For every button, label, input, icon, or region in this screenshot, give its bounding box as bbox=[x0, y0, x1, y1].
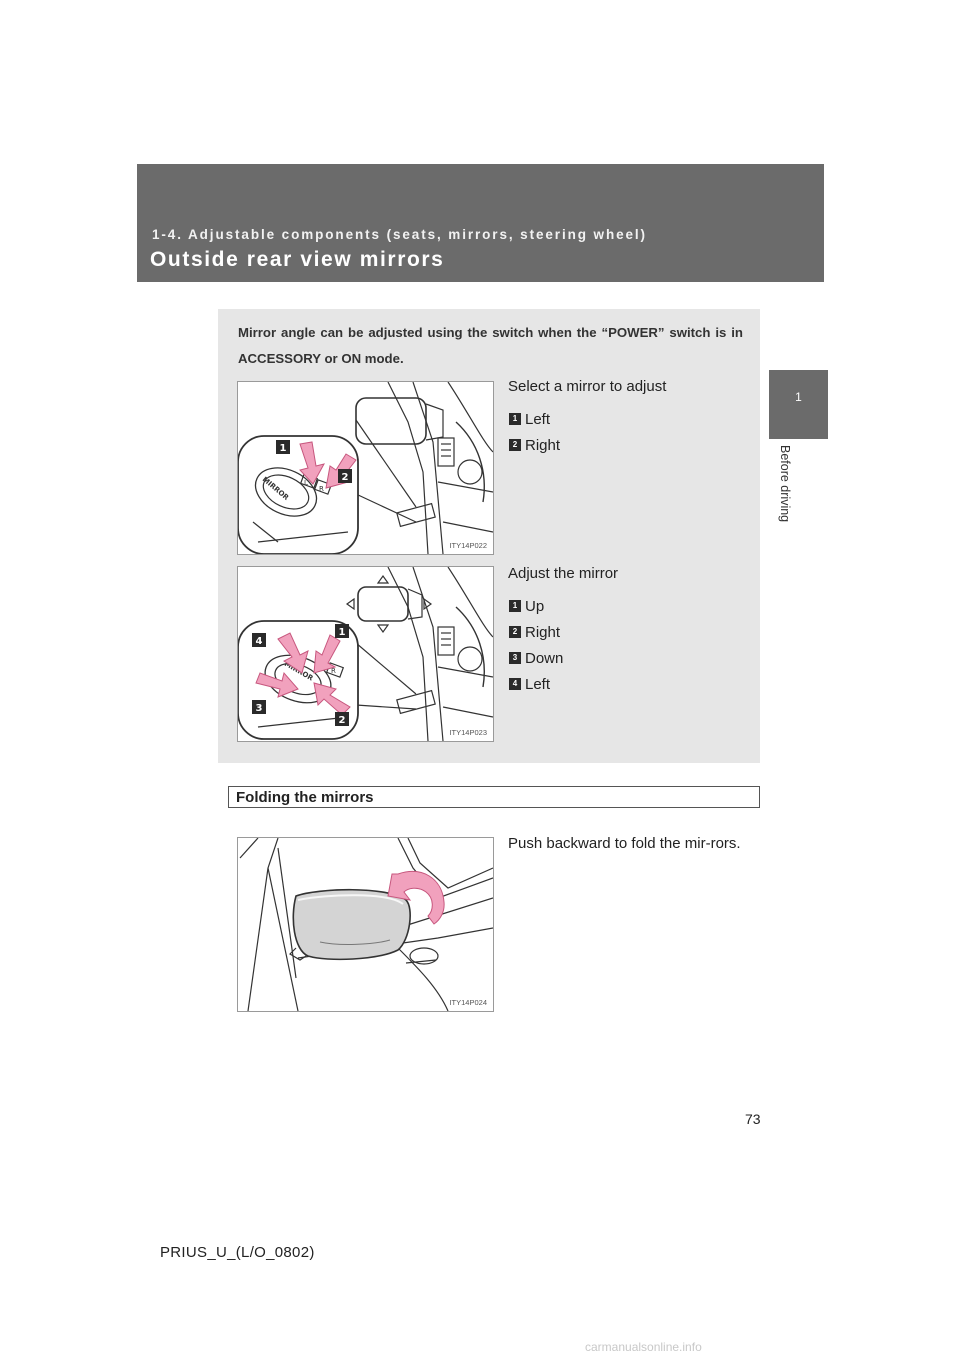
figure-code: ITY14P023 bbox=[449, 728, 487, 737]
option-badge: 4 bbox=[509, 678, 521, 690]
folding-heading bbox=[228, 786, 760, 808]
figure-badge-2: 2 bbox=[338, 715, 346, 726]
figure-code: ITY14P022 bbox=[449, 541, 487, 550]
option-badge: 2 bbox=[509, 626, 521, 638]
figure-badge-3: 3 bbox=[255, 703, 263, 714]
option-badge: 3 bbox=[509, 652, 521, 664]
option-label: Right bbox=[525, 623, 561, 641]
folding-heading-text: Folding the mirrors bbox=[236, 789, 374, 806]
switch-label-mirror: MIRROR bbox=[260, 475, 291, 502]
option-label: Left bbox=[525, 675, 551, 693]
option-label: Down bbox=[525, 649, 564, 667]
figure-fold-mirror bbox=[237, 837, 494, 1012]
figure-code: ITY14P024 bbox=[449, 998, 487, 1007]
intro-text: Mirror angle can be adjusted using the switch when the “POWER” switch is in ACCESSORY or ON mode. bbox=[238, 325, 743, 366]
section-label: 1-4. Adjustable components (seats, mirrors, steering wheel) bbox=[152, 227, 647, 242]
option-list-adjust bbox=[512, 593, 564, 697]
figure-select-mirror bbox=[237, 381, 494, 555]
figure-badge-1: 1 bbox=[338, 627, 346, 638]
figure-badge-4: 4 bbox=[255, 636, 263, 647]
option-badge: 1 bbox=[509, 413, 521, 425]
footer-code: PRIUS_U_(L/O_0802) bbox=[160, 1244, 315, 1261]
folding-text: Push backward to fold the mir-rors. bbox=[508, 835, 741, 852]
switch-label-r: R bbox=[319, 485, 324, 493]
option-down bbox=[512, 645, 564, 671]
chapter-label bbox=[770, 445, 800, 545]
option-badge: 2 bbox=[509, 439, 521, 451]
chapter-tab[interactable] bbox=[769, 370, 828, 439]
option-label: Up bbox=[525, 597, 545, 615]
option-label: Right bbox=[525, 436, 561, 454]
option-badge: 1 bbox=[509, 600, 521, 612]
fold-mirror-illustration bbox=[238, 838, 493, 1011]
figure-adjust-mirror bbox=[237, 566, 494, 742]
option-right bbox=[512, 432, 561, 458]
option-label: Left bbox=[525, 410, 551, 428]
figure-badge-2: 2 bbox=[341, 472, 349, 483]
option-right bbox=[512, 619, 563, 645]
select-mirror-illustration bbox=[238, 382, 493, 554]
option-up bbox=[512, 593, 563, 619]
switch-label-r: R bbox=[331, 667, 336, 675]
page-title: Outside rear view mirrors bbox=[150, 248, 445, 271]
step-title-select: Select a mirror to adjust bbox=[508, 378, 667, 395]
chapter-number: 1 bbox=[795, 390, 802, 404]
option-list-select bbox=[512, 406, 561, 458]
watermark[interactable]: carmanualsonline.info bbox=[585, 1340, 702, 1354]
page-number: 73 bbox=[745, 1111, 761, 1127]
adjust-mirror-illustration bbox=[238, 567, 493, 741]
option-left bbox=[512, 406, 560, 432]
figure-badge-1: 1 bbox=[279, 443, 287, 454]
step-title-adjust: Adjust the mirror bbox=[508, 565, 619, 582]
switch-label-l: L bbox=[304, 479, 308, 487]
chapter-label-text: Before driving bbox=[778, 445, 792, 523]
header-band bbox=[137, 164, 824, 282]
option-left bbox=[512, 671, 563, 697]
